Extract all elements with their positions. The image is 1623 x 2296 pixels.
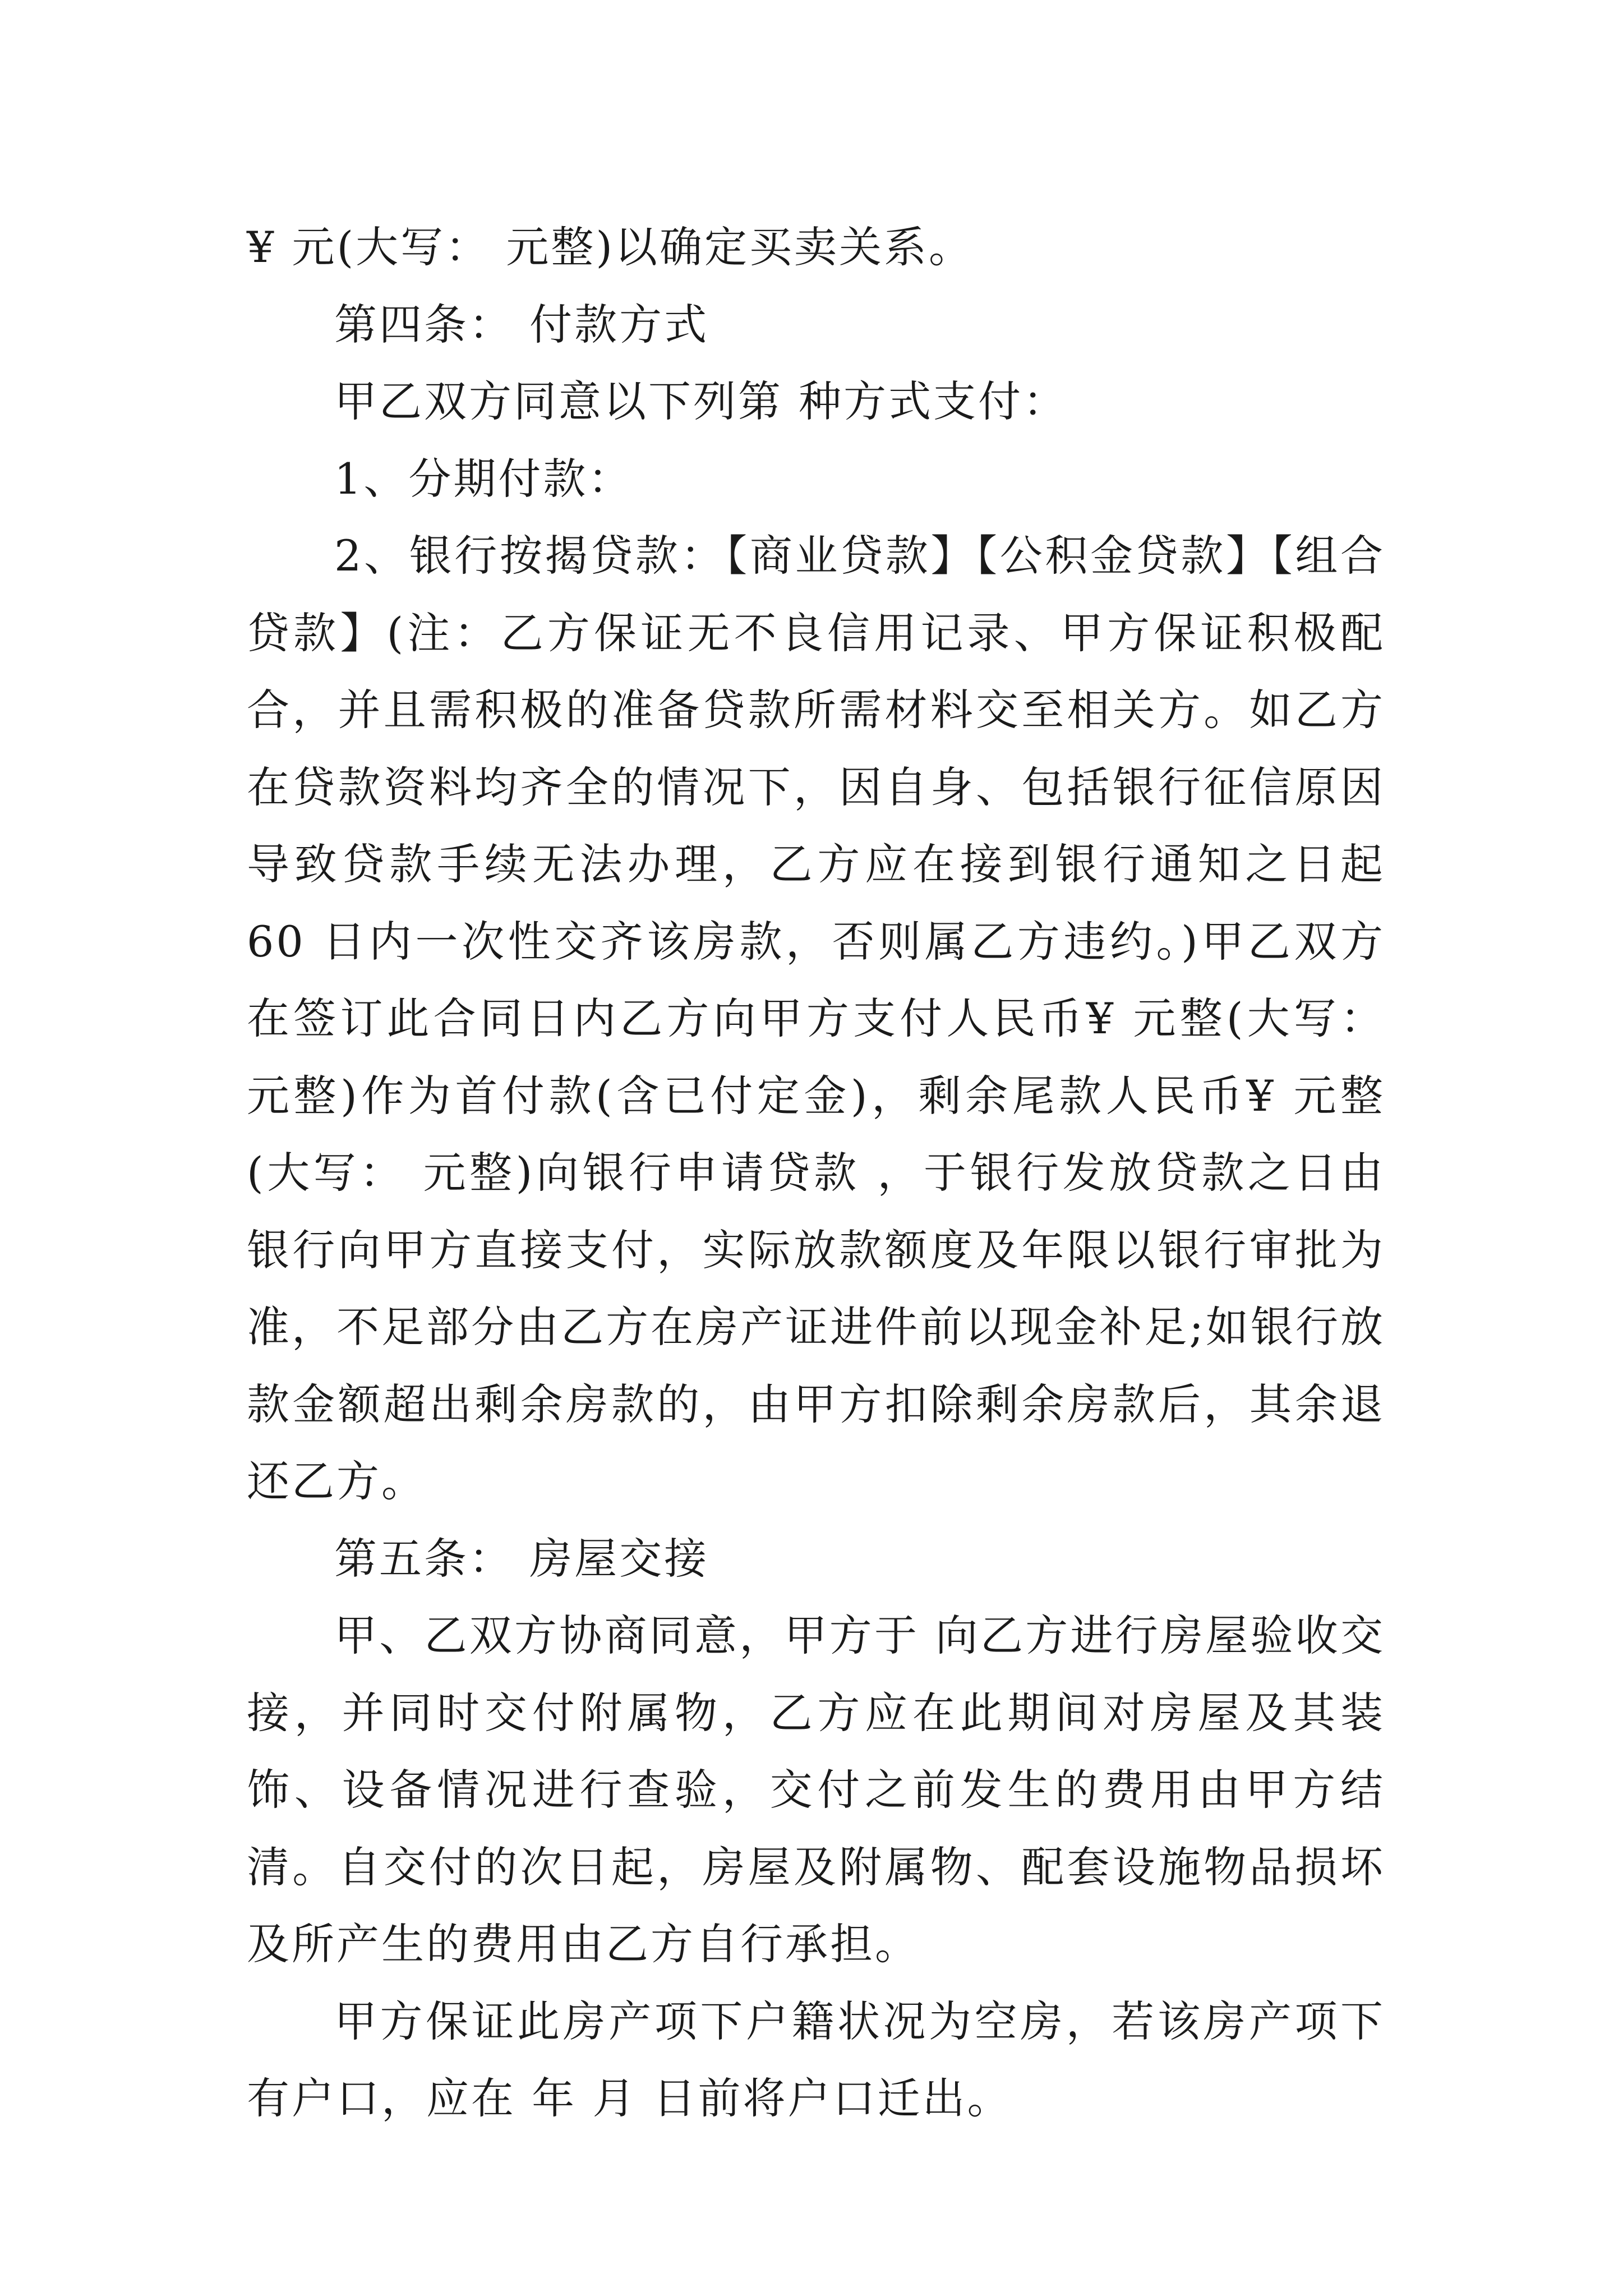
paragraph-bank-mortgage: 2、银行按揭贷款：【商业贷款】【公积金贷款】【组合贷款】(注：乙方保证无不良信用记录、甲方保证积极配合，并且需积极的准备贷款所需材料交至相关方。如乙方在贷款资料均齐全的情况下，因自身、包括银行征信原因导致贷款手续无法办理，乙方应在接到银行通知之日起 60 日内一次性交齐该房款，否则属乙方违约。)甲乙双方在签订此合同日内乙方向甲方支付人民币¥ 元整(大写： 元整)作为首付款(含已付定金)，剩余尾款人民币¥ 元整(大写： 元整)向银行申请贷款 ，于银行发放贷款之日由银行向甲方直接支付，实际放款额度及年限以银行审批为准，不足部分由乙方在房产证进件前以现金补足;如银行放款金额超出剩余房款的，由甲方扣除剩余房款后，其余退还乙方。 xyxy=(247,531,1385,1506)
paragraph-house-handover: 甲、乙双方协商同意，甲方于 向乙方进行房屋验收交接，并同时交付附属物，乙方应在此期间对房屋及其装饰、设备情况进行查验，交付之前发生的费用由甲方结清。自交付的次日起，房屋及附属物、配套设施物品损坏及所产生的费用由乙方自行承担。 xyxy=(247,1611,1385,1969)
paragraph-price-confirmation: ¥ 元(大写： 元整)以确定买卖关系。 xyxy=(247,222,974,272)
paragraph-payment-choice: 甲乙双方同意以下列第 种方式支付： xyxy=(334,376,1068,426)
article-5-heading: 第五条： 房屋交接 xyxy=(334,1533,709,1584)
paragraph-household-registration: 甲方保证此房产项下户籍状况为空房，若该房产项下有户口，应在 年 月 日前将户口迁出。 xyxy=(247,1996,1385,2123)
article-4-heading: 第四条： 付款方式 xyxy=(334,299,709,349)
paragraph-installment: 1、分期付款： xyxy=(334,453,633,504)
contract-body xyxy=(247,209,1385,2137)
